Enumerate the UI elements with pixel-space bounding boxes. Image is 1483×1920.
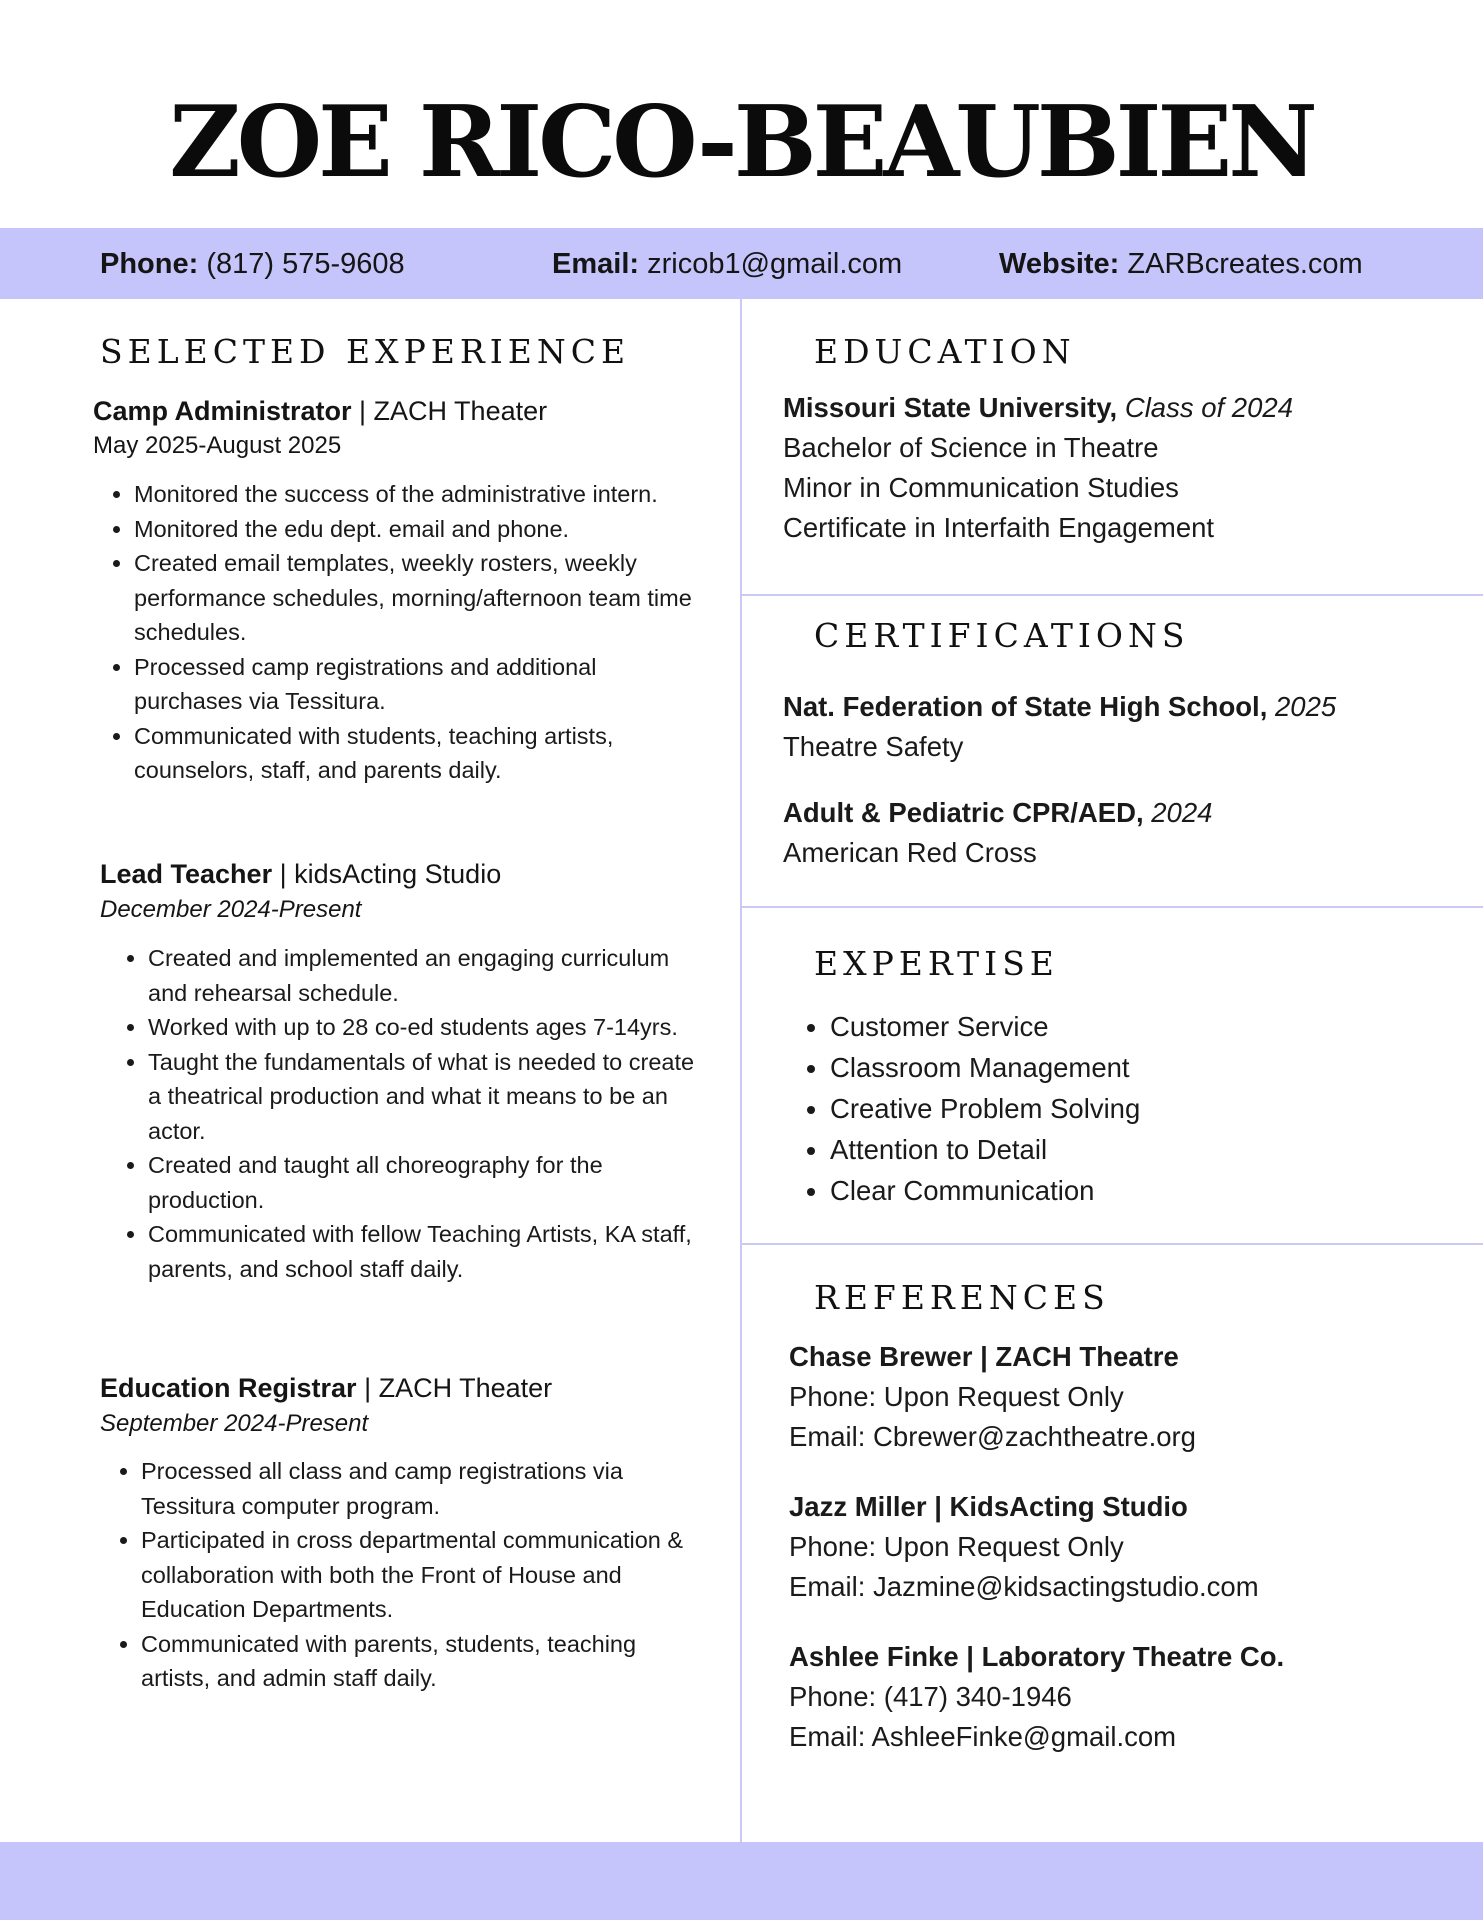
- job-title: [100, 857, 501, 891]
- list-item: • Participated in cross departmental communication & collaboration with both the Front of House and Education Departments.: [141, 1523, 701, 1627]
- contact-bar: [0, 228, 1483, 299]
- list-item: • Worked with up to 28 co-ed students ages 7-14yrs.: [148, 1010, 708, 1045]
- contact-email: [552, 247, 902, 281]
- reference-name: [789, 1640, 1284, 1674]
- reference-email[interactable]: Email: Cbrewer@zachtheatre.org: [789, 1421, 1196, 1452]
- certifications-heading: CERTIFICATIONS: [814, 616, 1190, 655]
- list-item: • Customer Service: [830, 1006, 1140, 1047]
- phone-value[interactable]: (817) 575-9608: [206, 248, 405, 280]
- reference-email[interactable]: Email: Jazmine@kidsactingstudio.com: [789, 1571, 1259, 1602]
- job-role: Lead Teacher: [100, 859, 273, 889]
- list-item: • Monitored the edu dept. email and phone.: [134, 512, 694, 547]
- cert-title: Adult & Pediatric CPR/AED,: [783, 797, 1144, 828]
- education-school: [783, 391, 1293, 425]
- certification-name: [783, 796, 1212, 830]
- resume-name: ZOE RICO-BEAUBIEN: [169, 85, 1314, 200]
- website-value[interactable]: ZARBcreates.com: [1127, 248, 1363, 280]
- section-divider: [742, 906, 1483, 908]
- list-item: • Communicated with fellow Teaching Artists, KA staff, parents, and school staff daily.: [148, 1217, 708, 1286]
- job-org: | ZACH Theater: [351, 396, 548, 426]
- footer-bar: [0, 1842, 1483, 1920]
- experience-heading: SELECTED EXPERIENCE: [100, 332, 631, 371]
- education-heading: EDUCATION: [814, 332, 1076, 371]
- certification-detail: Theatre Safety: [783, 731, 964, 762]
- school-name: Missouri State University,: [783, 392, 1118, 423]
- column-divider: [740, 299, 742, 1842]
- phone-label: Phone:: [100, 248, 199, 280]
- reference-name: [789, 1490, 1188, 1524]
- reference-title: Jazz Miller | KidsActing Studio: [789, 1491, 1188, 1522]
- class-year: Class of 2024: [1117, 392, 1293, 423]
- job-role: Camp Administrator: [93, 396, 352, 426]
- reference-email[interactable]: Email: AshleeFinke@gmail.com: [789, 1721, 1177, 1752]
- job-org: | kidsActing Studio: [272, 859, 502, 889]
- list-item: • Communicated with students, teaching artists, counselors, staff, and parents daily.: [134, 719, 694, 788]
- job-dates: September 2024-Present: [100, 1410, 369, 1437]
- reference-name: [789, 1340, 1179, 1374]
- list-item: • Clear Communication: [830, 1170, 1140, 1211]
- cert-title: Nat. Federation of State High School,: [783, 691, 1268, 722]
- section-divider: [742, 594, 1483, 596]
- list-item: • Monitored the success of the administrative intern.: [134, 477, 694, 512]
- cert-year: 2024: [1143, 797, 1213, 828]
- reference-title: Chase Brewer | ZACH Theatre: [789, 1341, 1179, 1372]
- job-bullets: [107, 941, 708, 1286]
- job-title: [100, 1371, 552, 1405]
- education-line: Minor in Communication Studies: [783, 472, 1179, 503]
- expertise-list: [784, 1006, 1140, 1211]
- education-line: Bachelor of Science in Theatre: [783, 432, 1159, 463]
- certification-name: [783, 690, 1336, 724]
- job-role: Education Registrar: [100, 1373, 357, 1403]
- reference-phone: Phone: Upon Request Only: [789, 1381, 1124, 1412]
- cert-year: 2025: [1267, 691, 1337, 722]
- website-label: Website:: [999, 248, 1120, 280]
- list-item: • Attention to Detail: [830, 1129, 1140, 1170]
- education-line: Certificate in Interfaith Engagement: [783, 512, 1215, 543]
- job-title: [93, 394, 547, 428]
- email-value[interactable]: zricob1@gmail.com: [647, 248, 903, 280]
- job-bullets: [100, 1454, 701, 1696]
- list-item: • Classroom Management: [830, 1047, 1140, 1088]
- certification-detail: American Red Cross: [783, 837, 1037, 868]
- reference-phone: Phone: (417) 340-1946: [789, 1681, 1072, 1712]
- list-item: • Taught the fundamentals of what is needed to create a theatrical production and what it means to be an actor.: [148, 1045, 708, 1149]
- list-item: • Created email templates, weekly rosters, weekly performance schedules, morning/afternoon team time schedules.: [134, 546, 694, 650]
- list-item: • Processed all class and camp registrations via Tessitura computer program.: [141, 1454, 701, 1523]
- contact-website: [999, 247, 1363, 281]
- job-bullets: [93, 477, 694, 788]
- list-item: • Processed camp registrations and additional purchases via Tessitura.: [134, 650, 694, 719]
- reference-phone: Phone: Upon Request Only: [789, 1531, 1124, 1562]
- email-label: Email:: [552, 248, 640, 280]
- job-dates: December 2024-Present: [100, 896, 362, 923]
- section-divider: [742, 1243, 1483, 1245]
- job-dates: May 2025-August 2025: [93, 432, 342, 459]
- job-org: | ZACH Theater: [356, 1373, 553, 1403]
- contact-phone: [100, 247, 405, 281]
- list-item: • Created and implemented an engaging curriculum and rehearsal schedule.: [148, 941, 708, 1010]
- references-heading: REFERENCES: [814, 1278, 1110, 1317]
- list-item: • Created and taught all choreography for the production.: [148, 1148, 708, 1217]
- list-item: • Creative Problem Solving: [830, 1088, 1140, 1129]
- reference-title: Ashlee Finke | Laboratory Theatre Co.: [789, 1641, 1285, 1672]
- expertise-heading: EXPERTISE: [814, 944, 1059, 983]
- list-item: • Communicated with parents, students, teaching artists, and admin staff daily.: [141, 1627, 701, 1696]
